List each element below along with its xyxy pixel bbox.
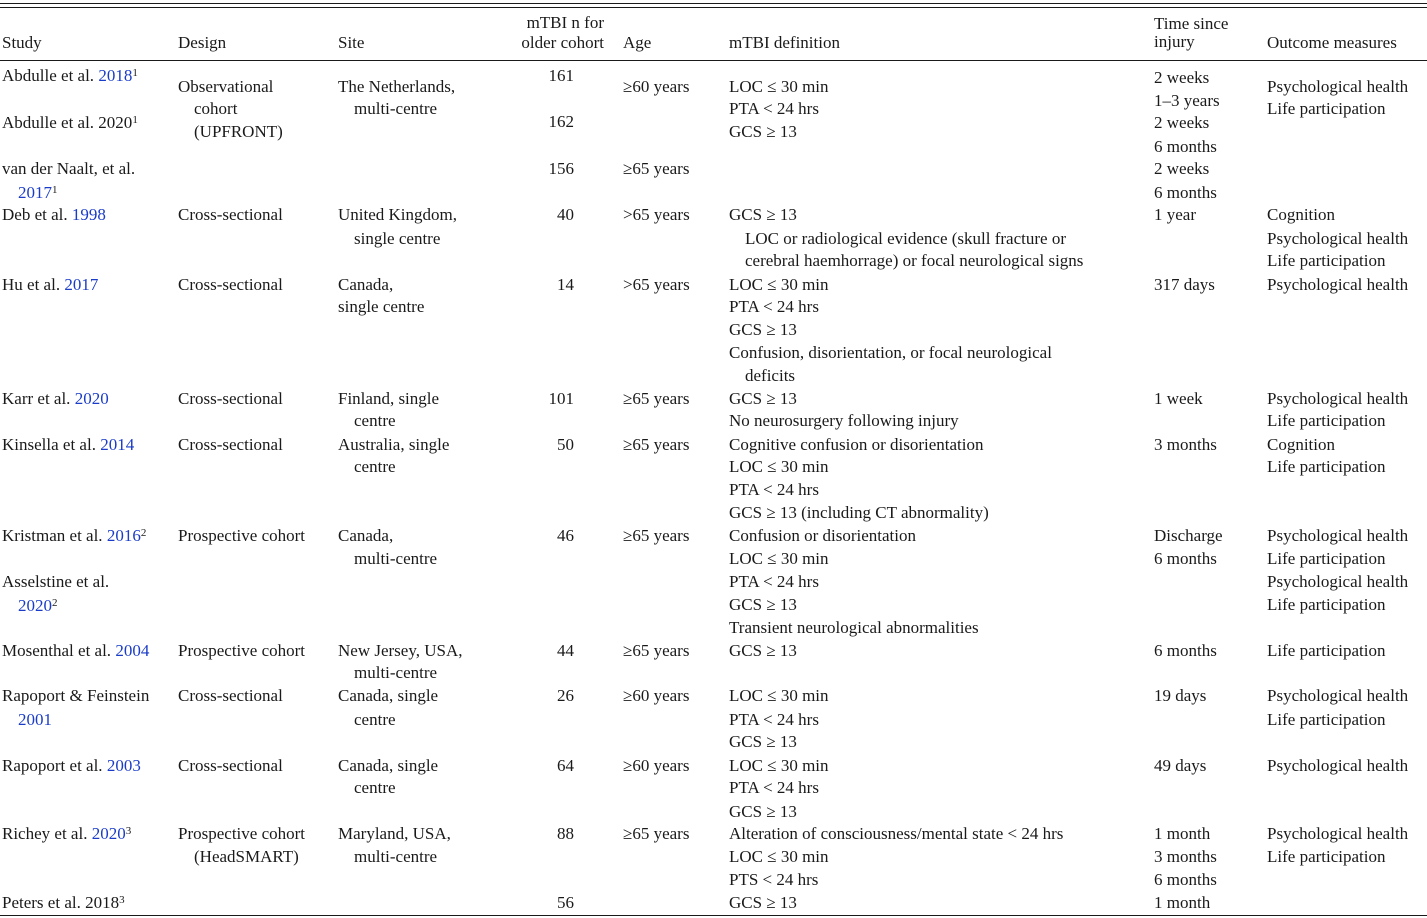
time-since-injury: 3 months (1154, 435, 1217, 454)
study-year-link[interactable]: 2020 (91, 824, 126, 843)
study-name: Karr et al. 2020 (2, 389, 109, 408)
study-name: Rapoport & Feinstein (2, 686, 150, 705)
study-name-line2 (18, 183, 58, 203)
mtbi-definition-line: GCS ≥ 13 (729, 641, 797, 660)
header-age: Age (623, 33, 652, 52)
mtbi-definition-line: PTA < 24 hrs (729, 480, 819, 499)
outcome-measure: Cognition (1267, 205, 1336, 224)
age: >65 years (623, 275, 690, 294)
outcome-measure: Life participation (1267, 641, 1386, 660)
mtbi-definition-line: Transient neurological abnormalities (729, 618, 979, 637)
study-year-link[interactable]: 2016 (106, 526, 141, 545)
outcome-measure: Psychological health (1267, 389, 1409, 408)
site-line: Australia, single (338, 435, 450, 454)
site-line: multi-centre (354, 847, 438, 866)
time-since-injury: 1 month (1154, 824, 1211, 843)
design-line: Cross-sectional (178, 756, 283, 775)
design-line: Cross-sectional (178, 275, 283, 294)
mtbi-definition-line: Confusion or disorientation (729, 526, 916, 545)
outcome-measure: Life participation (1267, 847, 1386, 866)
mtbi-definition-line: cerebral haemhorrage) or focal neurological signs (745, 251, 1084, 270)
outcome-measure: Psychological health (1267, 229, 1409, 248)
age: >65 years (623, 205, 690, 224)
outcome-measure: Psychological health (1267, 756, 1409, 775)
time-since-injury: 1 year (1154, 205, 1197, 224)
header-time-line2: injury (1154, 32, 1195, 51)
mtbi-definition-line: LOC ≤ 30 min (729, 77, 829, 96)
mtbi-definition-line: PTS < 24 hrs (729, 870, 819, 889)
study-name: Deb et al. 1998 (2, 205, 106, 224)
site-line: centre (354, 778, 396, 797)
mtbi-definition-line: LOC ≤ 30 min (729, 549, 829, 568)
study-footnote-marker: 3 (119, 894, 125, 906)
study-name: Mosenthal et al. 2004 (2, 641, 150, 660)
study-name: Abdulle et al. 2018$^1$ (2, 66, 138, 85)
design-line: Cross-sectional (178, 205, 283, 224)
design-line: Prospective cohort (178, 641, 305, 660)
mtbi-definition-line: Cognitive confusion or disorientation (729, 435, 984, 454)
outcome-measure: Life participation (1267, 710, 1386, 729)
site-line: single centre (338, 297, 425, 316)
study-year-link[interactable]: 2004 (115, 641, 150, 660)
mtbi-definition-line: deficits (745, 366, 796, 385)
site-line: centre (354, 457, 396, 476)
cohort-n: 64 (557, 756, 574, 775)
mtbi-definition-line: Confusion, disorientation, or focal neurological (729, 343, 1052, 362)
age: ≥60 years (623, 756, 690, 775)
age: ≥65 years (623, 824, 690, 843)
age: ≥65 years (623, 159, 690, 178)
outcome-measure: Psychological health (1267, 77, 1409, 96)
header-definition: mTBI definition (729, 33, 840, 52)
cohort-n: 88 (557, 824, 574, 843)
age: ≥65 years (623, 389, 690, 408)
study-year-link[interactable]: 2001 (18, 710, 52, 729)
mtbi-definition-line: PTA < 24 hrs (729, 99, 819, 118)
study-footnote-marker: 2 (140, 527, 147, 539)
cohort-n: 50 (557, 435, 574, 454)
design-line: Cross-sectional (178, 435, 283, 454)
study-year-link[interactable]: 2003 (106, 756, 141, 775)
header-n-line1: mTBI n for (526, 13, 604, 32)
site-line: Canada, single (338, 686, 439, 705)
design-line: Prospective cohort (178, 824, 305, 843)
site-line: Maryland, USA, (338, 824, 451, 843)
cohort-n: 14 (557, 275, 574, 294)
study-name: Abdulle et al. 2020$^1$ (2, 113, 138, 132)
study-footnote-marker: 1 (52, 184, 58, 196)
outcome-measure: Life participation (1267, 251, 1386, 270)
mtbi-definition-line: PTA < 24 hrs (729, 710, 819, 729)
age: ≥65 years (623, 526, 690, 545)
header-design: Design (178, 33, 227, 52)
mtbi-definition-line: PTA < 24 hrs (729, 297, 819, 316)
study-name: Rapoport et al. 2003 (2, 756, 141, 775)
bottom-rule (0, 915, 1427, 916)
mtbi-definition-line: GCS ≥ 13 (729, 205, 797, 224)
time-since-injury: 1–3 years (1154, 91, 1220, 110)
cohort-n: 40 (557, 205, 574, 224)
outcome-measure: Psychological health (1267, 275, 1409, 294)
study-name: Kristman et al. 2016$^2$ (2, 526, 147, 545)
design-line: (HeadSMART) (194, 847, 299, 866)
time-since-injury: 2 weeks (1154, 113, 1210, 132)
time-since-injury: 6 months (1154, 183, 1217, 202)
study-footnote-marker: 2 (52, 597, 58, 609)
cohort-n: 44 (557, 641, 574, 660)
outcome-measure: Life participation (1267, 595, 1386, 614)
mtbi-definition-line: LOC ≤ 30 min (729, 847, 829, 866)
study-year-link[interactable]: 2018 (98, 66, 133, 85)
outcome-measure: Psychological health (1267, 824, 1409, 843)
time-since-injury: 317 days (1154, 275, 1215, 294)
site-line: centre (354, 411, 396, 430)
site-line: Canada, (338, 275, 394, 294)
mtbi-definition-line: GCS ≥ 13 (729, 320, 797, 339)
site-line: multi-centre (354, 549, 438, 568)
study-name: Peters et al. 2018$^3$ (2, 893, 125, 912)
site-line: United Kingdom, (338, 205, 457, 224)
study-year-link[interactable]: 1998 (71, 205, 106, 224)
mtbi-definition-line: GCS ≥ 13 (729, 595, 797, 614)
time-since-injury: 6 months (1154, 641, 1217, 660)
study-name: Hu et al. 2017 (2, 275, 99, 294)
study-name: Richey et al. 2020$^3$ (2, 824, 132, 843)
time-since-injury: Discharge (1154, 526, 1223, 545)
site-line: single centre (354, 229, 441, 248)
mtbi-definition-line: GCS ≥ 13 (including CT abnormality) (729, 503, 989, 522)
outcome-measure: Cognition (1267, 435, 1336, 454)
mtbi-definition-line: LOC ≤ 30 min (729, 275, 829, 294)
study-year-link[interactable]: 2014 (100, 435, 135, 454)
mtbi-definition-line: Alteration of consciousness/mental state < 24 hrs (729, 824, 1064, 843)
mtbi-definition-line: LOC or radiological evidence (skull fracture or (745, 229, 1066, 248)
site-line: New Jersey, USA, (338, 641, 463, 660)
study-footnote-marker: 1 (132, 114, 138, 126)
outcome-measure: Psychological health (1267, 526, 1409, 545)
design-line: Cross-sectional (178, 686, 283, 705)
mtbi-definition-line: GCS ≥ 13 (729, 732, 797, 751)
design-line: Observational (178, 77, 274, 96)
mtbi-definition-line: No neurosurgery following injury (729, 411, 959, 430)
cohort-n: 101 (548, 389, 574, 408)
study-year-link[interactable]: 2017 (64, 275, 99, 294)
time-since-injury: 2 weeks (1154, 68, 1210, 87)
age: ≥65 years (623, 641, 690, 660)
design-line: Cross-sectional (178, 389, 283, 408)
time-since-injury: 6 months (1154, 549, 1217, 568)
top-rule-2 (0, 7, 1427, 8)
time-since-injury: 1 week (1154, 389, 1203, 408)
mtbi-definition-line: GCS ≥ 13 (729, 802, 797, 821)
site-line: The Netherlands, (338, 77, 456, 96)
site-line: Canada, (338, 526, 394, 545)
site-line: Canada, single (338, 756, 439, 775)
header-site: Site (338, 33, 365, 52)
study-year-link[interactable]: 2020 (18, 596, 52, 615)
cohort-n: 161 (548, 66, 574, 85)
outcome-measure: Psychological health (1267, 572, 1409, 591)
cohort-n: 56 (557, 893, 574, 912)
header-outcomes: Outcome measures (1267, 33, 1397, 52)
study-footnote-marker: 3 (125, 825, 132, 837)
cohort-n: 26 (557, 686, 574, 705)
time-since-injury: 2 weeks (1154, 159, 1210, 178)
outcome-measure: Life participation (1267, 457, 1386, 476)
study-footnote-marker: 1 (132, 67, 138, 79)
age: ≥60 years (623, 77, 690, 96)
study-name-line2 (18, 710, 52, 730)
cohort-n: 46 (557, 526, 574, 545)
mtbi-definition-line: PTA < 24 hrs (729, 572, 819, 591)
study-year-link[interactable]: 2020 (74, 389, 109, 408)
outcome-measure: Life participation (1267, 549, 1386, 568)
header-study: Study (2, 33, 42, 52)
header-n-line2: older cohort (521, 33, 604, 52)
site-line: Finland, single (338, 389, 440, 408)
study-name: Asselstine et al. (2, 572, 110, 591)
time-since-injury: 1 month (1154, 893, 1211, 912)
design-line: (UPFRONT) (194, 122, 283, 141)
study-name: Kinsella et al. 2014 (2, 435, 135, 454)
header-time-line1: Time since (1154, 14, 1229, 33)
outcome-measure: Psychological health (1267, 686, 1409, 705)
time-since-injury: 3 months (1154, 847, 1217, 866)
cohort-n: 156 (548, 159, 574, 178)
outcome-measure: Life participation (1267, 99, 1386, 118)
mtbi-definition-line: GCS ≥ 13 (729, 893, 797, 912)
mtbi-definition-line: GCS ≥ 13 (729, 389, 797, 408)
mtbi-definition-line: LOC ≤ 30 min (729, 686, 829, 705)
mtbi-definition-line: PTA < 24 hrs (729, 778, 819, 797)
time-since-injury: 6 months (1154, 870, 1217, 889)
site-line: multi-centre (354, 99, 438, 118)
age: ≥60 years (623, 686, 690, 705)
study-year-link[interactable]: 2017 (18, 183, 52, 202)
mtbi-definition-line: LOC ≤ 30 min (729, 756, 829, 775)
outcome-measure: Life participation (1267, 411, 1386, 430)
site-line: multi-centre (354, 663, 438, 682)
mtbi-definition-line: LOC ≤ 30 min (729, 457, 829, 476)
time-since-injury: 6 months (1154, 137, 1217, 156)
header-rule (0, 60, 1427, 61)
top-rule-1 (0, 3, 1427, 4)
time-since-injury: 49 days (1154, 756, 1207, 775)
site-line: centre (354, 710, 396, 729)
study-name-line2 (18, 596, 58, 616)
mtbi-definition-line: GCS ≥ 13 (729, 122, 797, 141)
cohort-n: 162 (548, 112, 574, 131)
age: ≥65 years (623, 435, 690, 454)
time-since-injury: 19 days (1154, 686, 1207, 705)
design-line: Prospective cohort (178, 526, 305, 545)
study-name: van der Naalt, et al. (2, 159, 136, 178)
design-line: cohort (194, 99, 238, 118)
